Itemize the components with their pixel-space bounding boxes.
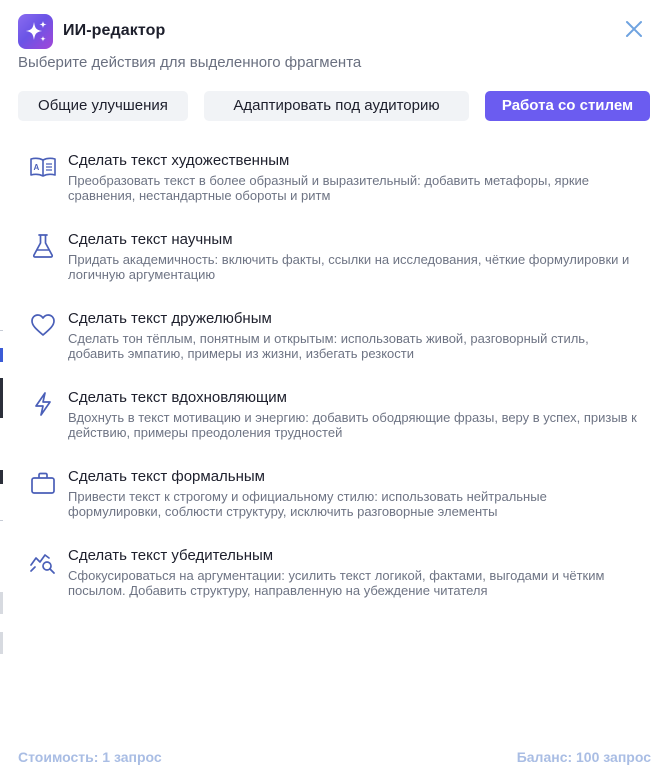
briefcase-icon [28,468,58,498]
book-icon [28,152,58,182]
action-formal[interactable] [28,466,649,528]
cost-label: Стоимость: 1 запрос [18,749,162,765]
close-icon [625,20,643,38]
tab-style-work[interactable]: Работа со стилем [485,91,650,121]
action-description: Сфокусироваться на аргументации: усилить текст логикой, фактами, выгодами и чётким посылом. Добавить структуру, направленную на убеждение читателя [68,568,605,598]
background-fragment [0,592,3,614]
action-description: Привести текст к строгому и официальному стилю: использовать нейтральные формулировки, соблюсти структуру, исключить разговорные элементы [68,489,547,519]
close-button[interactable] [621,16,647,42]
chart-search-icon [28,547,58,577]
action-title: Сделать текст научным [68,231,233,248]
flask-icon [28,231,58,261]
background-fragment [0,348,3,362]
svg-text:A: A [33,163,40,172]
action-persuasive[interactable] [28,545,649,607]
background-fragment [0,470,3,484]
action-inspiring[interactable] [28,387,649,449]
action-title: Сделать текст формальным [68,468,265,485]
heart-icon [28,310,58,340]
background-fragment [0,632,3,654]
panel-title: ИИ-редактор [63,22,166,39]
tab-general-improvements[interactable]: Общие улучшения [18,91,188,121]
background-fragment [0,378,3,418]
tab-adapt-audience[interactable]: Адаптировать под аудиторию [204,91,469,121]
background-divider [0,330,3,331]
action-scientific[interactable] [28,229,649,291]
panel-subtitle: Выберите действия для выделенного фрагмента [18,54,362,71]
action-title: Сделать текст вдохновляющим [68,389,287,406]
background-divider [0,520,3,521]
action-description: Придать академичность: включить факты, ссылки на исследования, чёткие формулировки и логичную аргументацию [68,252,630,282]
lightning-icon [28,389,58,419]
action-description: Преобразовать текст в более образный и выразительный: добавить метафоры, яркие сравнения, нестандартные обороты и ритм [68,173,590,203]
balance-label: Баланс: 100 запрос [516,749,651,765]
sparkles-icon [18,14,53,49]
action-description: Сделать тон тёплым, понятным и открытым: использовать живой, разговорный стиль, добавить эмпатию, примеры из жизни, избегать резкости [68,331,589,361]
action-title: Сделать текст убедительным [68,547,274,564]
action-title: Сделать текст дружелюбным [68,310,272,327]
panel-header [18,14,651,50]
action-friendly[interactable] [28,308,649,370]
action-artistic[interactable] [28,150,649,212]
action-title: Сделать текст художественным [68,152,290,169]
action-description: Вдохнуть в текст мотивацию и энергию: добавить ободряющие фразы, веру в успех, призыв к действию, примеры преодоления трудностей [68,410,637,440]
